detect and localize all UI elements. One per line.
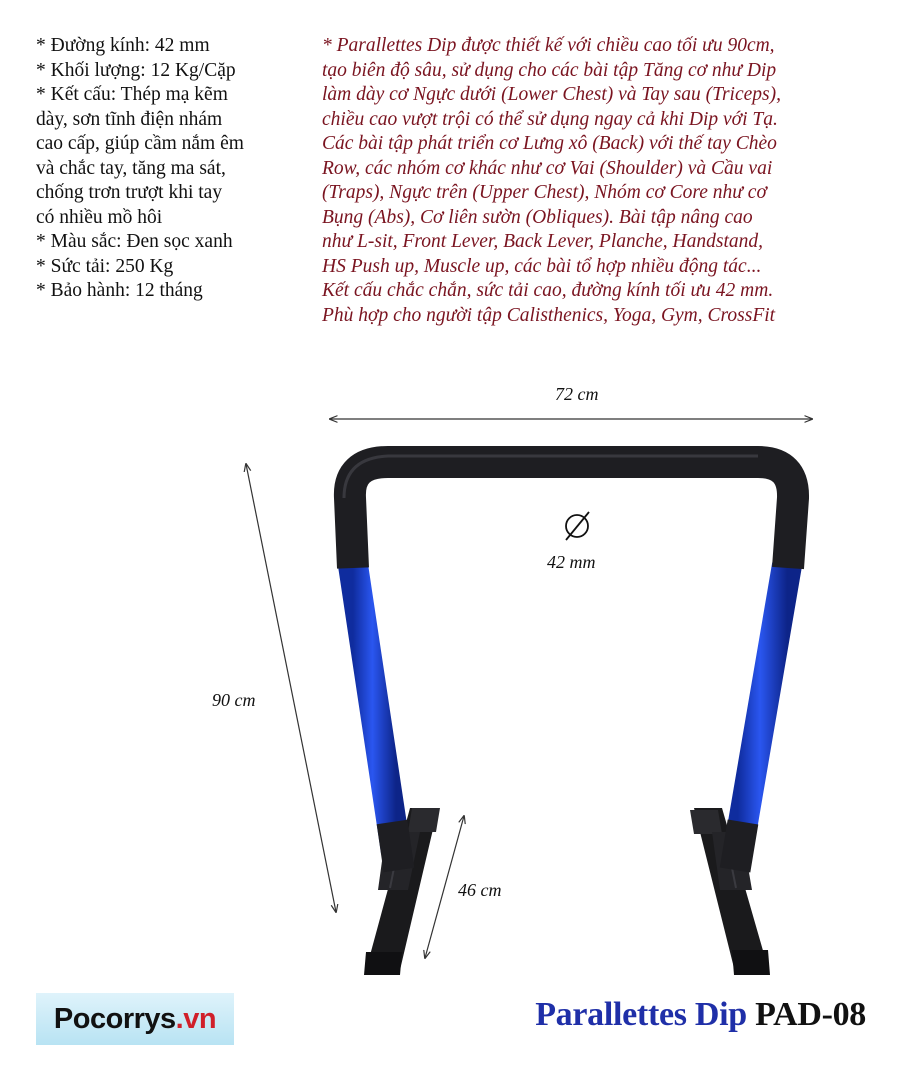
product-code: PAD-08 bbox=[755, 996, 866, 1033]
spec-line: * Màu sắc: Đen sọc xanh bbox=[36, 231, 233, 252]
spec-line: có nhiều mồ hôi bbox=[36, 206, 163, 228]
description-line: tạo biên độ sâu, sử dụng cho các bài tập Tăng cơ như Dip bbox=[322, 59, 777, 81]
width-dimension-label: 72 cm bbox=[555, 384, 599, 404]
brand-logo bbox=[36, 993, 234, 1045]
description-line: chiều cao vượt trội có thể sử dụng ngay cả khi Dip với Tạ. bbox=[322, 108, 778, 130]
description-line: HS Push up, Muscle up, các bài tổ hợp nhiều động tác... bbox=[322, 255, 762, 277]
description-line: làm dày cơ Ngực dưới (Lower Chest) và Tay sau (Triceps), bbox=[322, 84, 781, 105]
spec-line: * Khối lượng: 12 Kg/Cặp bbox=[36, 59, 236, 81]
diameter-icon bbox=[566, 512, 589, 540]
spec-line: * Sức tải: 250 Kg bbox=[36, 255, 174, 277]
spec-line: * Đường kính: 42 mm bbox=[36, 35, 210, 56]
description-line: Row, các nhóm cơ khác như cơ Vai (Shoulder) và Cầu vai bbox=[322, 157, 773, 179]
height-dimension-arrow bbox=[246, 464, 336, 912]
diameter-dimension-label: 42 mm bbox=[547, 552, 596, 572]
spec-line: và chắc tay, tăng ma sát, bbox=[36, 157, 226, 179]
spec-line: * Kết cấu: Thép mạ kẽm bbox=[36, 84, 228, 105]
description-line: Các bài tập phát triển cơ Lưng xô (Back) với thế tay Chèo bbox=[322, 133, 777, 154]
spec-line: cao cấp, giúp cầm nắm êm bbox=[36, 133, 244, 154]
description-line: Phù hợp cho người tập Calisthenics, Yoga, Gym, CrossFit bbox=[322, 304, 776, 326]
brand-domain: .vn bbox=[175, 1002, 217, 1035]
description-line: (Traps), Ngực trên (Upper Chest), Nhóm cơ Core như cơ bbox=[322, 182, 767, 203]
depth-dimension-label: 46 cm bbox=[458, 880, 502, 900]
description-line: Bụng (Abs), Cơ liên sườn (Obliques). Bài tập nâng cao bbox=[322, 206, 753, 228]
description-line: Kết cấu chắc chắn, sức tải cao, đường kính tối ưu 42 mm. bbox=[322, 280, 774, 301]
product-name: Parallettes Dip bbox=[535, 996, 747, 1033]
description-line: như L-sit, Front Lever, Back Lever, Planche, Handstand, bbox=[322, 231, 764, 252]
brand-name: Pocorrys bbox=[53, 1002, 176, 1035]
spec-line: dày, sơn tĩnh điện nhám bbox=[36, 108, 223, 130]
description-line: * Parallettes Dip được thiết kế với chiều cao tối ưu 90cm, bbox=[322, 35, 775, 56]
spec-line: * Bảo hành: 12 tháng bbox=[36, 280, 203, 301]
spec-line: chống trơn trượt khi tay bbox=[36, 182, 223, 203]
height-dimension-label: 90 cm bbox=[212, 690, 256, 710]
product-title bbox=[535, 996, 866, 1034]
